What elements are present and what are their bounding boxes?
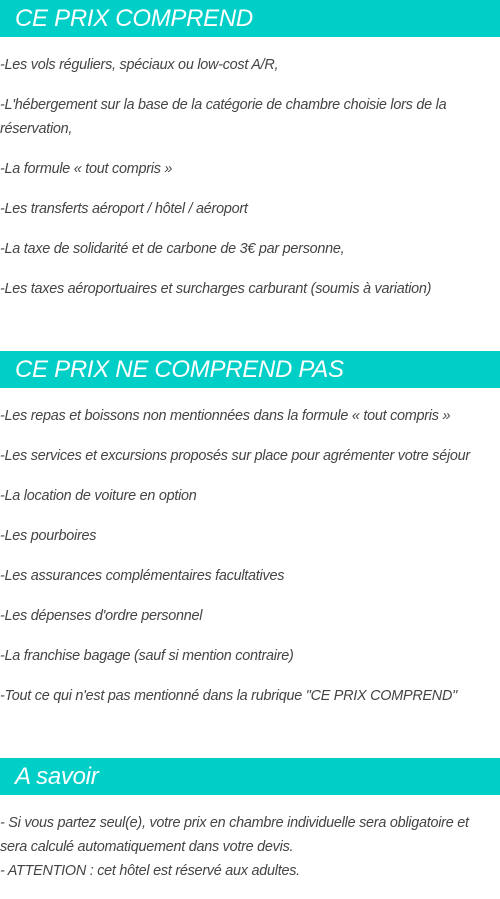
included-item-taxes-aeroport: -Les taxes aéroportuaires et surcharges carburant (soumis à variation): [0, 281, 432, 297]
excluded-item-assurances: -Les assurances complémentaires facultatives: [0, 568, 285, 584]
info-section-title: A savoir: [0, 758, 500, 795]
excluded-item-services: -Les services et excursions proposés sur place pour agrémenter votre séjour: [0, 448, 470, 464]
info-note-chambre-individuelle: - Si vous partez seul(e), votre prix en chambre individuelle sera obligatoire et sera calculé automatiquement dans votre devis.: [0, 815, 469, 855]
excluded-list: [0, 404, 500, 724]
included-list: [0, 53, 500, 317]
info-note-adultes: - ATTENTION : cet hôtel est réservé aux adultes.: [0, 863, 300, 879]
excluded-item-location-voiture: -La location de voiture en option: [0, 488, 197, 504]
included-item-taxe-solidarite: -La taxe de solidarité et de carbone de 3€ par personne,: [0, 241, 345, 257]
included-item-vols: -Les vols réguliers, spéciaux ou low-cost A/R,: [0, 57, 279, 73]
excluded-section-title: CE PRIX NE COMPREND PAS: [0, 351, 500, 388]
excluded-item-repas: -Les repas et boissons non mentionnées dans la formule « tout compris »: [0, 408, 451, 424]
excluded-item-depenses: -Les dépenses d'ordre personnel: [0, 608, 203, 624]
excluded-item-pourboires: -Les pourboires: [0, 528, 97, 544]
included-item-transferts: -Les transferts aéroport / hôtel / aéroport: [0, 201, 248, 217]
excluded-item-franchise-bagage: -La franchise bagage (sauf si mention contraire): [0, 648, 294, 664]
included-item-hebergement: -L'hébergement sur la base de la catégorie de chambre choisie lors de la réservation,: [0, 97, 447, 137]
excluded-item-non-mentionne: -Tout ce qui n'est pas mentionné dans la rubrique "CE PRIX COMPREND": [0, 688, 457, 704]
info-notes: [0, 811, 490, 883]
included-section-title: CE PRIX COMPREND: [0, 0, 500, 37]
included-item-formule: -La formule « tout compris »: [0, 161, 173, 177]
